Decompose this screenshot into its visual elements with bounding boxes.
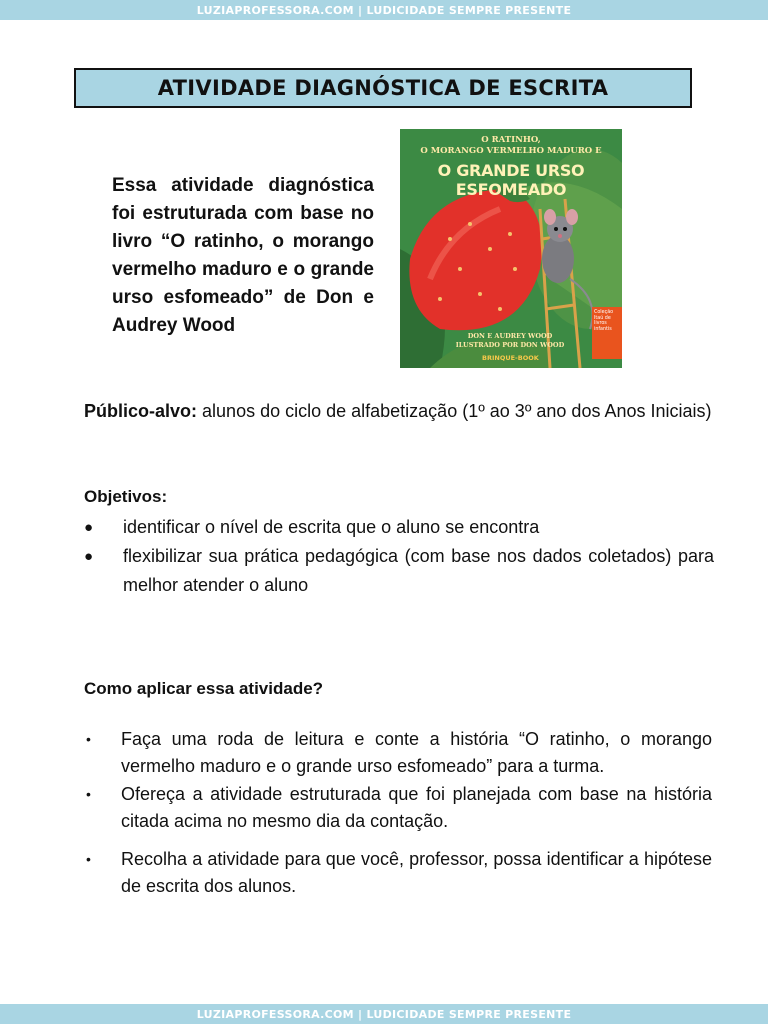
target-audience-label: Público-alvo:: [84, 401, 198, 421]
objectives-list: [84, 513, 714, 600]
step-text: Recolha a atividade para que você, professor, possa identificar a hipótese de escrita dos alunos.: [121, 849, 712, 896]
bullet-icon: ●: [84, 548, 94, 565]
bullet-icon: •: [86, 731, 91, 747]
list-item: [84, 542, 714, 600]
book-cover-illustrator: ILUSTRADO POR DON WOOD: [455, 341, 565, 349]
book-cover-authors: DON E AUDREY WOOD: [467, 332, 553, 340]
header-band: [0, 0, 768, 20]
list-item: [84, 513, 714, 542]
how-to-apply-heading: Como aplicar essa atividade?: [84, 679, 324, 698]
book-cover-publisher: BRINQUE-BOOK: [482, 354, 539, 362]
book-cover-badge: Coleção Itaú de livros infantis: [592, 307, 622, 359]
intro-paragraph: Essa atividade diagnóstica foi estruturada com base no livro “O ratinho, o morango vermelho maduro e o grande urso esfomeado” de Don e Audrey Wood: [112, 175, 374, 336]
target-audience-text: alunos do ciclo de alfabetização (1º ao 3º ano dos Anos Iniciais): [202, 401, 712, 421]
book-cover-title-line2: O MORANGO VERMELHO MADURO E: [420, 146, 602, 156]
book-cover-title-line1: O RATINHO,: [481, 135, 541, 145]
target-audience: [84, 399, 714, 424]
bullet-icon: •: [86, 851, 91, 867]
book-cover-title-line3: O GRANDE URSO ESFOMEADO: [437, 161, 585, 199]
how-to-apply-list: [84, 726, 712, 900]
book-cover: [400, 129, 622, 368]
objective-text: identificar o nível de escrita que o aluno se encontra: [123, 517, 540, 537]
step-text: Ofereça a atividade estruturada que foi planejada com base na história citada acima no mesmo dia da contação.: [121, 784, 712, 831]
page-title-text: ATIVIDADE DIAGNÓSTICA DE ESCRITA: [157, 76, 609, 100]
footer-band-text: LUZIAPROFESSORA.COM | LUDICIDADE SEMPRE PRESENTE: [196, 1007, 572, 1021]
bullet-icon: ●: [84, 519, 94, 536]
objective-text: flexibilizar sua prática pedagógica (com base nos dados coletados) para melhor atender o aluno: [123, 546, 714, 595]
footer-band: [0, 1004, 768, 1024]
header-band-text: LUZIAPROFESSORA.COM | LUDICIDADE SEMPRE PRESENTE: [196, 3, 572, 17]
bullet-icon: •: [86, 786, 91, 802]
list-item: [84, 781, 712, 835]
page-title: [74, 68, 692, 108]
objectives-heading: Objetivos:: [84, 487, 168, 506]
list-item: [84, 846, 712, 900]
step-text: Faça uma roda de leitura e conte a história “O ratinho, o morango vermelho maduro e o grande urso esfomeado” para a turma.: [121, 729, 712, 776]
list-item: [84, 726, 712, 780]
